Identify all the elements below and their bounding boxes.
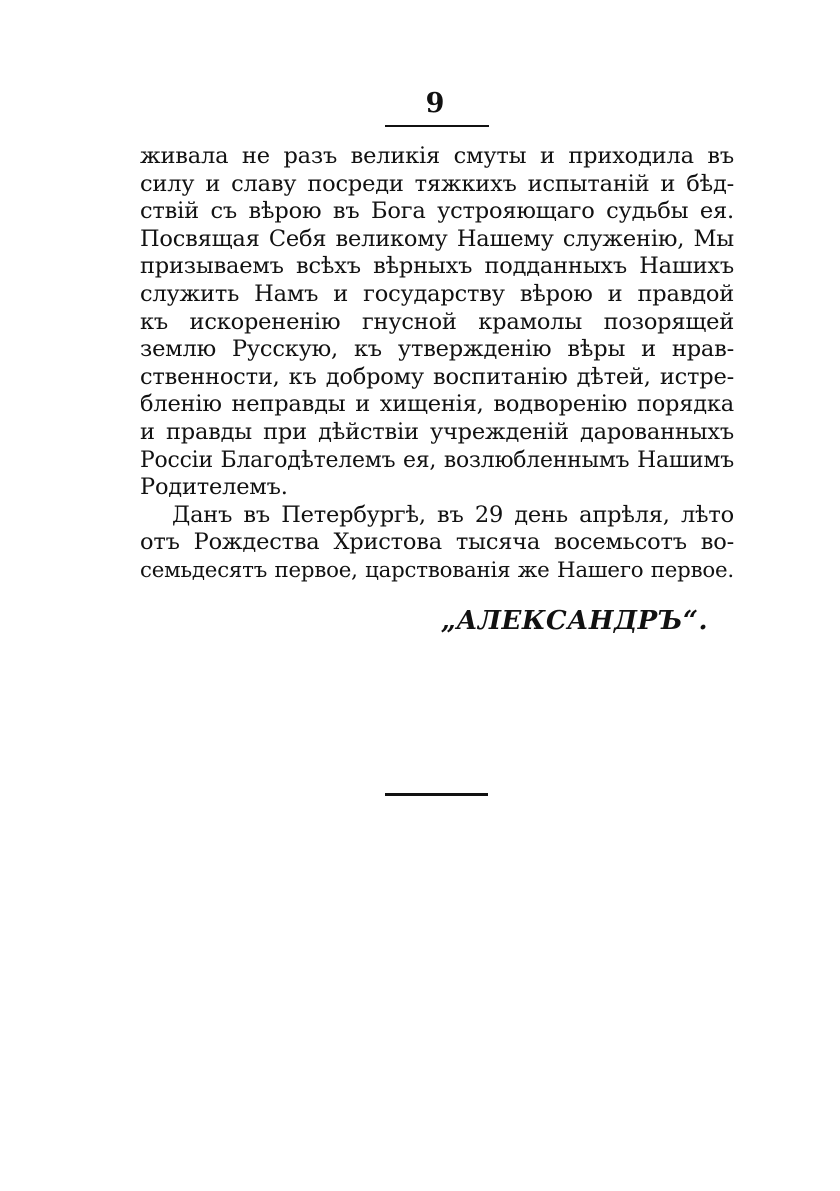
- text-line: служить Намъ и государству вѣрою и правдой: [140, 280, 734, 307]
- header-rule: [385, 125, 489, 127]
- text-line: живала не разъ великія смуты и приходила въ: [140, 143, 734, 169]
- page-number: 9: [425, 88, 445, 119]
- text-line: Посвящая Себя великому Нашему служенію, Мы: [140, 225, 734, 252]
- text-line: Данъ въ Петербургѣ, въ 29 день апрѣля, лѣто: [172, 501, 734, 528]
- footer-rule: [385, 793, 488, 796]
- signature: „АЛЕКСАНДРЪ“.: [440, 606, 708, 636]
- text-line: землю Русскую, къ утвержденію вѣры и нрав-: [140, 336, 734, 363]
- text-line: силу и славу посреди тяжкихъ испытаній и бѣд-: [140, 170, 734, 197]
- text-line: отъ Рождества Христова тысяча восемьсотъ во-: [140, 529, 734, 556]
- text-line: и правды при дѣйствіи учрежденій дарованныхъ: [140, 418, 734, 445]
- text-line: ственности, къ доброму воспитанію дѣтей, истре-: [140, 363, 734, 390]
- text-line: къ искорененію гнусной крамолы позорящей: [140, 308, 734, 335]
- text-line: призываемъ всѣхъ вѣрныхъ подданныхъ Нашихъ: [140, 253, 734, 280]
- text-line: Россіи Благодѣтелемъ ея, возлюбленнымъ Нашимъ: [140, 447, 734, 473]
- paragraph: [140, 502, 734, 585]
- body-text: [140, 143, 734, 585]
- text-line: бленію неправды и хищенія, водворенію порядка: [140, 391, 734, 418]
- paragraph: [140, 143, 734, 502]
- text-line: семьдесятъ первое, царствованія же Нашего первое.: [140, 557, 734, 583]
- text-line: ствій съ вѣрою въ Бога устрояющаго судьбы ея.: [140, 198, 734, 225]
- text-line: Родителемъ.: [140, 474, 288, 501]
